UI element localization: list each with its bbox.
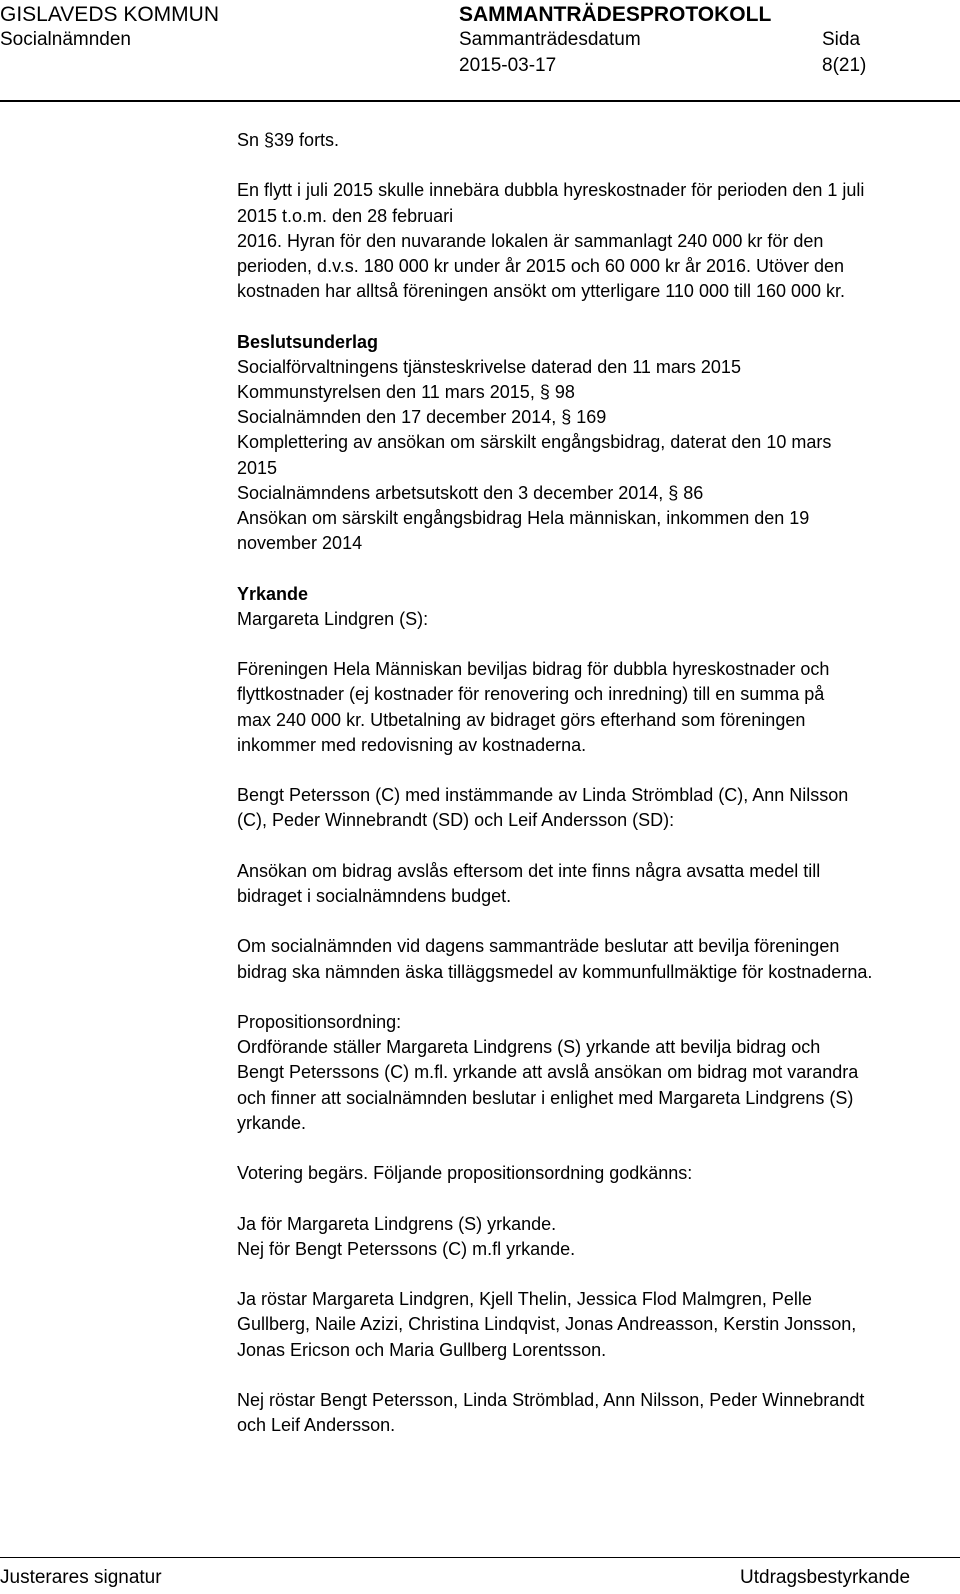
- yrkande-speaker: Margareta Lindgren (S):: [237, 608, 429, 629]
- document-body: [237, 128, 949, 1438]
- text-line: kostnaden har alltså föreningen ansökt om ytterligare 110 000 till 160 000 kr.: [237, 281, 846, 302]
- yrkande-heading: Yrkande: [237, 583, 309, 604]
- text-line: Ja röstar Margareta Lindgren, Kjell Thelin, Jessica Flod Malmgren, Pelle: [237, 1289, 812, 1310]
- text-line: 2015 t.o.m. den 28 februari: [237, 205, 454, 226]
- intro-paragraph: [237, 178, 949, 304]
- text-line: Nej för Bengt Peterssons (C) m.fl yrkande.: [237, 1238, 576, 1259]
- text-line: och Leif Andersson.: [237, 1415, 396, 1436]
- section-reference: Sn §39 forts.: [237, 130, 340, 150]
- text-line: bidraget i socialnämndens budget.: [237, 886, 512, 906]
- petersson-paragraph: [237, 783, 949, 833]
- text-line: Om socialnämnden vid dagens sammanträde beslutar att bevilja föreningen: [237, 936, 840, 957]
- avslag-paragraph: [237, 859, 949, 909]
- text-line: max 240 000 kr. Utbetalning av bidraget görs efterhand som föreningen: [237, 709, 806, 730]
- date-label: Sammanträdesdatum: [459, 29, 641, 50]
- ja-rostar-paragraph: [237, 1287, 949, 1363]
- text-line: och finner att socialnämnden beslutar i enlighet med Margareta Lindgrens (S): [237, 1087, 854, 1108]
- committee-name: Socialnämnden: [0, 29, 131, 50]
- text-line: En flytt i juli 2015 skulle innebära dubbla hyreskostnader för perioden den 1 juli: [237, 180, 865, 201]
- yrkande-paragraph: [237, 657, 949, 758]
- text-line: Bengt Peterssons (C) m.fl. yrkande att avslå ansökan om bidrag mot varandra: [237, 1062, 859, 1083]
- text-line: Socialnämnden den 17 december 2014, § 169: [237, 407, 607, 428]
- spacer: [237, 1136, 949, 1161]
- text-line: perioden, d.v.s. 180 000 kr under år 2015 och 60 000 kr år 2016. Utöver den: [237, 256, 845, 276]
- page-number: 8(21): [822, 55, 867, 76]
- footer-divider: [0, 1557, 960, 1558]
- text-line: Ja för Margareta Lindgrens (S) yrkande.: [237, 1213, 557, 1234]
- spacer: [237, 1363, 949, 1388]
- text-line: Komplettering av ansökan om särskilt engångsbidrag, daterat den 10 mars: [237, 432, 832, 453]
- text-line: Ansökan om särskilt engångsbidrag Hela människan, inkommen den 19: [237, 508, 810, 529]
- organization-name: GISLAVEDS KOMMUN: [0, 3, 219, 26]
- beslutsunderlag-heading: Beslutsunderlag: [237, 331, 379, 352]
- text-line: Kommunstyrelsen den 11 mars 2015, § 98: [237, 382, 575, 402]
- footer-signature-label: Justerares signatur: [0, 1567, 162, 1588]
- text-line: inkommer med redovisning av kostnaderna.: [237, 734, 587, 755]
- text-line: yrkande.: [237, 1112, 307, 1133]
- text-line: Socialförvaltningens tjänsteskrivelse daterad den 11 mars 2015: [237, 356, 741, 377]
- spacer: [237, 632, 949, 657]
- document-title: SAMMANTRÄDESPROTOKOLL: [459, 3, 772, 26]
- beslutsunderlag-list: [237, 355, 949, 557]
- spacer: [237, 985, 949, 1010]
- text-line: Ansökan om bidrag avslås eftersom det inte finns några avsatta medel till: [237, 860, 821, 881]
- nej-rostar-paragraph: [237, 1388, 949, 1438]
- header-divider: [0, 100, 960, 102]
- text-line: 2015: [237, 457, 278, 478]
- header-row-2: [0, 29, 960, 55]
- text-line: Bengt Petersson (C) med instämmande av Linda Strömblad (C), Ann Nilsson: [237, 785, 849, 806]
- text-line: november 2014: [237, 533, 363, 554]
- text-line: (C), Peder Winnebrandt (SD) och Leif Andersson (SD):: [237, 810, 675, 831]
- text-line: bidrag ska nämnden äska tilläggsmedel av kommunfullmäktige för kostnaderna.: [237, 961, 873, 982]
- votering-line: Votering begärs. Följande propositionsordning godkänns:: [237, 1163, 693, 1184]
- text-line: Socialnämndens arbetsutskott den 3 december 2014, § 86: [237, 482, 704, 503]
- spacer: [237, 556, 949, 581]
- text-line: flyttkostnader (ej kostnader för renovering och inredning) till en summa på: [237, 684, 825, 705]
- meeting-date: 2015-03-17: [459, 55, 557, 76]
- header-row-1: [0, 3, 960, 29]
- text-line: Jonas Ericson och Maria Gullberg Lorentsson.: [237, 1339, 607, 1360]
- spacer: [237, 834, 949, 859]
- header-row-3: [0, 55, 960, 83]
- page-label: Sida: [822, 29, 861, 50]
- text-line: 2016. Hyran för den nuvarande lokalen är sammanlagt 240 000 kr för den: [237, 230, 824, 251]
- spacer: [237, 758, 949, 783]
- text-line: Ordförande ställer Margareta Lindgrens (S) yrkande att bevilja bidrag och: [237, 1037, 821, 1058]
- proposition-paragraph: [237, 1010, 949, 1136]
- spacer: [237, 1262, 949, 1287]
- text-line: Nej röstar Bengt Petersson, Linda Strömblad, Ann Nilsson, Peder Winnebrandt: [237, 1389, 865, 1410]
- ja-nej-paragraph: [237, 1212, 949, 1262]
- text-line: Propositionsordning:: [237, 1011, 402, 1032]
- tillagg-paragraph: [237, 934, 949, 984]
- footer-certification-label: Utdragsbestyrkande: [740, 1567, 911, 1588]
- text-line: Gullberg, Naile Azizi, Christina Lindqvist, Jonas Andreasson, Kerstin Jonsson,: [237, 1314, 857, 1335]
- spacer: [237, 909, 949, 934]
- spacer: [237, 1186, 949, 1211]
- spacer: [237, 153, 949, 178]
- text-line: Föreningen Hela Människan beviljas bidrag för dubbla hyreskostnader och: [237, 659, 830, 680]
- spacer: [237, 304, 949, 329]
